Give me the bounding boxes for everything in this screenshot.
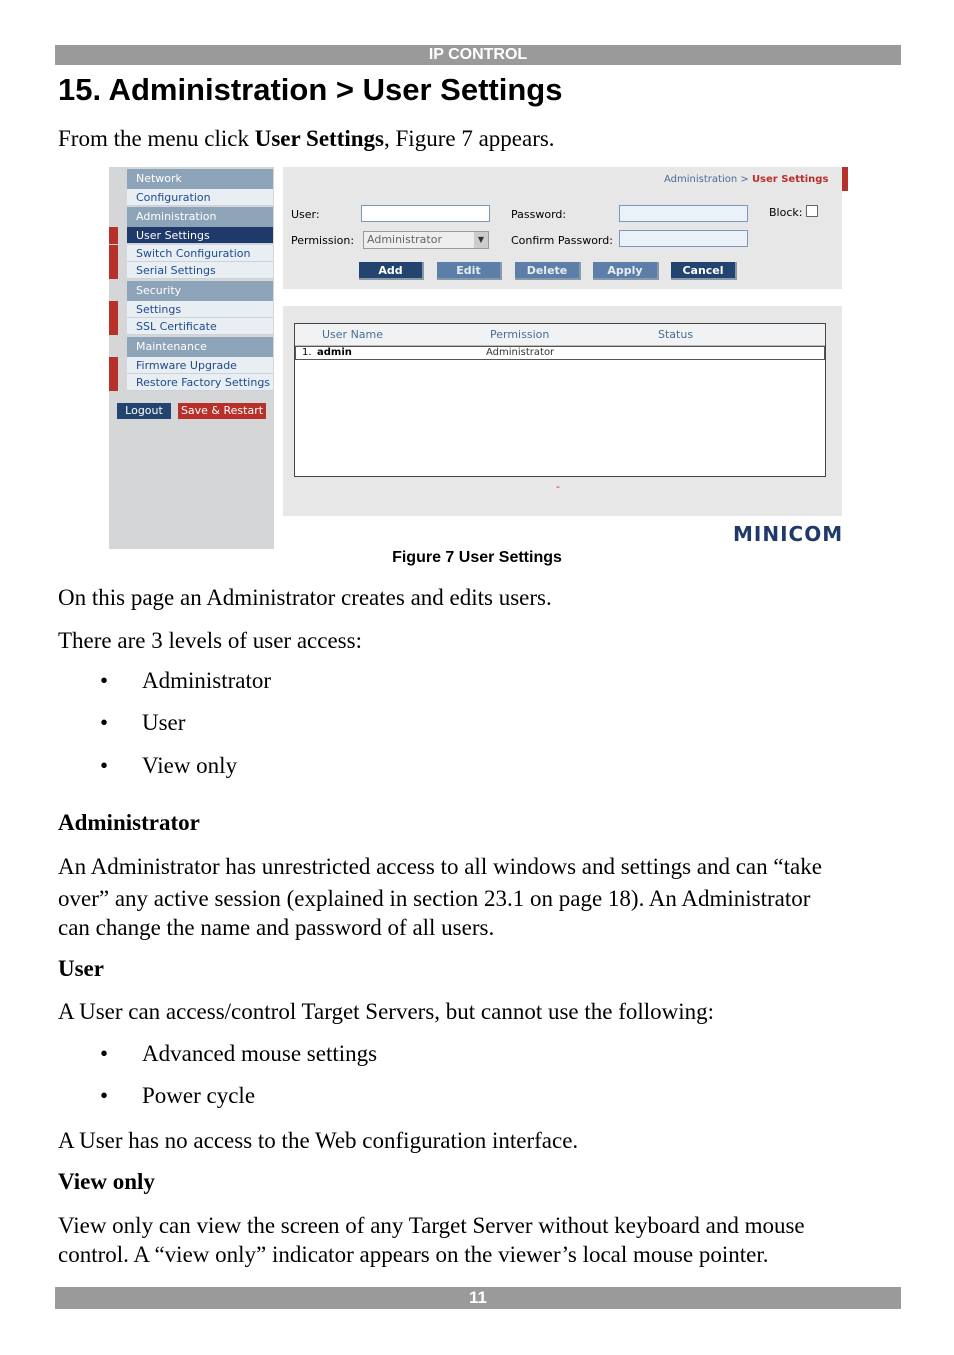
user-table (294, 323, 826, 477)
breadcrumb-separator: > (737, 174, 752, 185)
page-number: 11 (55, 1287, 901, 1309)
permission-select[interactable] (363, 231, 489, 249)
paragraph-2: There are 3 levels of user access: (58, 628, 362, 653)
list-item-text: View only (142, 753, 238, 778)
minicom-logo: MINICOM (733, 522, 844, 546)
header-bar: IP CONTROL (55, 45, 901, 65)
intro-paragraph (58, 124, 908, 153)
list-item (100, 1083, 255, 1109)
bullet-icon: • (100, 1041, 109, 1066)
admin-line-3: can change the name and password of all users. (58, 915, 495, 940)
sidebar-marker (109, 262, 118, 279)
user-label: User: (291, 208, 320, 221)
password-input[interactable] (619, 205, 748, 222)
row-index: 1. (302, 347, 312, 358)
list-item-text: Administrator (142, 668, 272, 693)
table-header (295, 324, 825, 346)
viewonly-line-1: View only can view the screen of any Target Server without keyboard and mouse (58, 1213, 805, 1238)
admin-line-1: An Administrator has unrestricted access to all windows and settings and can “take (58, 854, 822, 879)
column-user-name[interactable]: User Name (322, 328, 384, 341)
list-item (100, 668, 271, 694)
breadcrumb-current: User Settings (751, 174, 829, 185)
sidebar-section-security: Security (127, 281, 273, 301)
sidebar-marker (109, 374, 118, 391)
logout-button[interactable]: Logout (117, 403, 171, 419)
sidebar-marker (109, 318, 118, 335)
intro-before: From the menu click (58, 126, 255, 151)
paragraph-1: On this page an Administrator creates and edits users. (58, 585, 552, 610)
intro-bold: User Settings (254, 126, 385, 151)
user-paragraph-2: A User has no access to the Web configuration interface. (58, 1128, 579, 1153)
apply-button[interactable]: Apply (593, 262, 659, 280)
sidebar-section-maintenance: Maintenance (127, 337, 273, 357)
permission-value: Administrator (367, 233, 442, 246)
viewonly-line-2: control. A “view only” indicator appears on the viewer’s local mouse pointer. (58, 1242, 769, 1267)
bullet-icon: • (100, 710, 109, 735)
sidebar-item-switch-configuration[interactable]: Switch Configuration (127, 245, 273, 262)
sidebar-section-administration: Administration (127, 207, 273, 227)
sidebar-section-network: Network (127, 169, 273, 189)
row-permission: Administrator (486, 347, 555, 358)
intro-after: , Figure 7 appears. (384, 126, 555, 151)
bullet-icon: • (100, 1083, 109, 1108)
edit-button[interactable]: Edit (437, 262, 502, 280)
column-status[interactable]: Status (658, 328, 694, 341)
user-paragraph: A User can access/control Target Servers, but cannot use the following: (58, 999, 715, 1024)
sidebar-item-user-settings[interactable]: User Settings (127, 227, 273, 244)
block-checkbox[interactable] (806, 205, 818, 217)
sidebar-item-firmware-upgrade[interactable]: Firmware Upgrade (127, 357, 273, 374)
sidebar-item-restore-factory-settings[interactable]: Restore Factory Settings (127, 374, 273, 391)
sidebar-marker (109, 227, 118, 244)
section-title-view-only: View only (58, 1169, 155, 1194)
section-title-user: User (58, 956, 104, 981)
table-row[interactable] (295, 346, 825, 360)
sidebar-marker (109, 357, 118, 374)
bullet-icon: • (100, 668, 109, 693)
column-permission[interactable]: Permission (490, 328, 550, 341)
bullet-icon: • (100, 753, 109, 778)
cancel-button[interactable]: Cancel (671, 262, 737, 280)
chevron-down-icon: ▼ (474, 232, 488, 248)
sidebar-item-security-settings[interactable]: Settings (127, 301, 273, 318)
user-input[interactable] (361, 205, 490, 222)
row-user-name: admin (317, 347, 352, 358)
breadcrumb-parent[interactable]: Administration (664, 174, 738, 185)
figure-caption: Figure 7 User Settings (392, 549, 562, 566)
breadcrumb (664, 174, 828, 185)
list-item (100, 1041, 377, 1067)
section-title-administrator: Administrator (58, 810, 200, 835)
accent-strip (842, 167, 848, 191)
permission-label: Permission: (291, 234, 355, 247)
sidebar-item-configuration[interactable]: Configuration (127, 189, 273, 206)
list-item-text: User (142, 710, 186, 735)
figure-screenshot (109, 167, 848, 549)
delete-button[interactable]: Delete (515, 262, 581, 280)
sidebar-marker (109, 301, 118, 318)
list-item (100, 753, 237, 779)
sidebar-marker (109, 245, 118, 262)
list-item (100, 710, 185, 736)
sidebar-item-ssl-certificate[interactable]: SSL Certificate (127, 318, 273, 335)
confirm-password-input[interactable] (619, 230, 748, 247)
sidebar-item-serial-settings[interactable]: Serial Settings (127, 262, 273, 279)
list-item-text: Power cycle (142, 1083, 256, 1108)
block-label: Block: (769, 206, 803, 219)
confirm-password-label: Confirm Password: (511, 234, 613, 247)
admin-line-2: over” any active session (explained in section 23.1 on page 18). An Administrator (58, 886, 811, 911)
save-restart-button[interactable]: Save & Restart (178, 403, 266, 419)
password-label: Password: (511, 208, 567, 221)
status-dash: - (556, 480, 560, 493)
add-button[interactable]: Add (359, 262, 424, 280)
list-item-text: Advanced mouse settings (142, 1041, 378, 1066)
page-heading: 15. Administration > User Settings (58, 72, 563, 107)
